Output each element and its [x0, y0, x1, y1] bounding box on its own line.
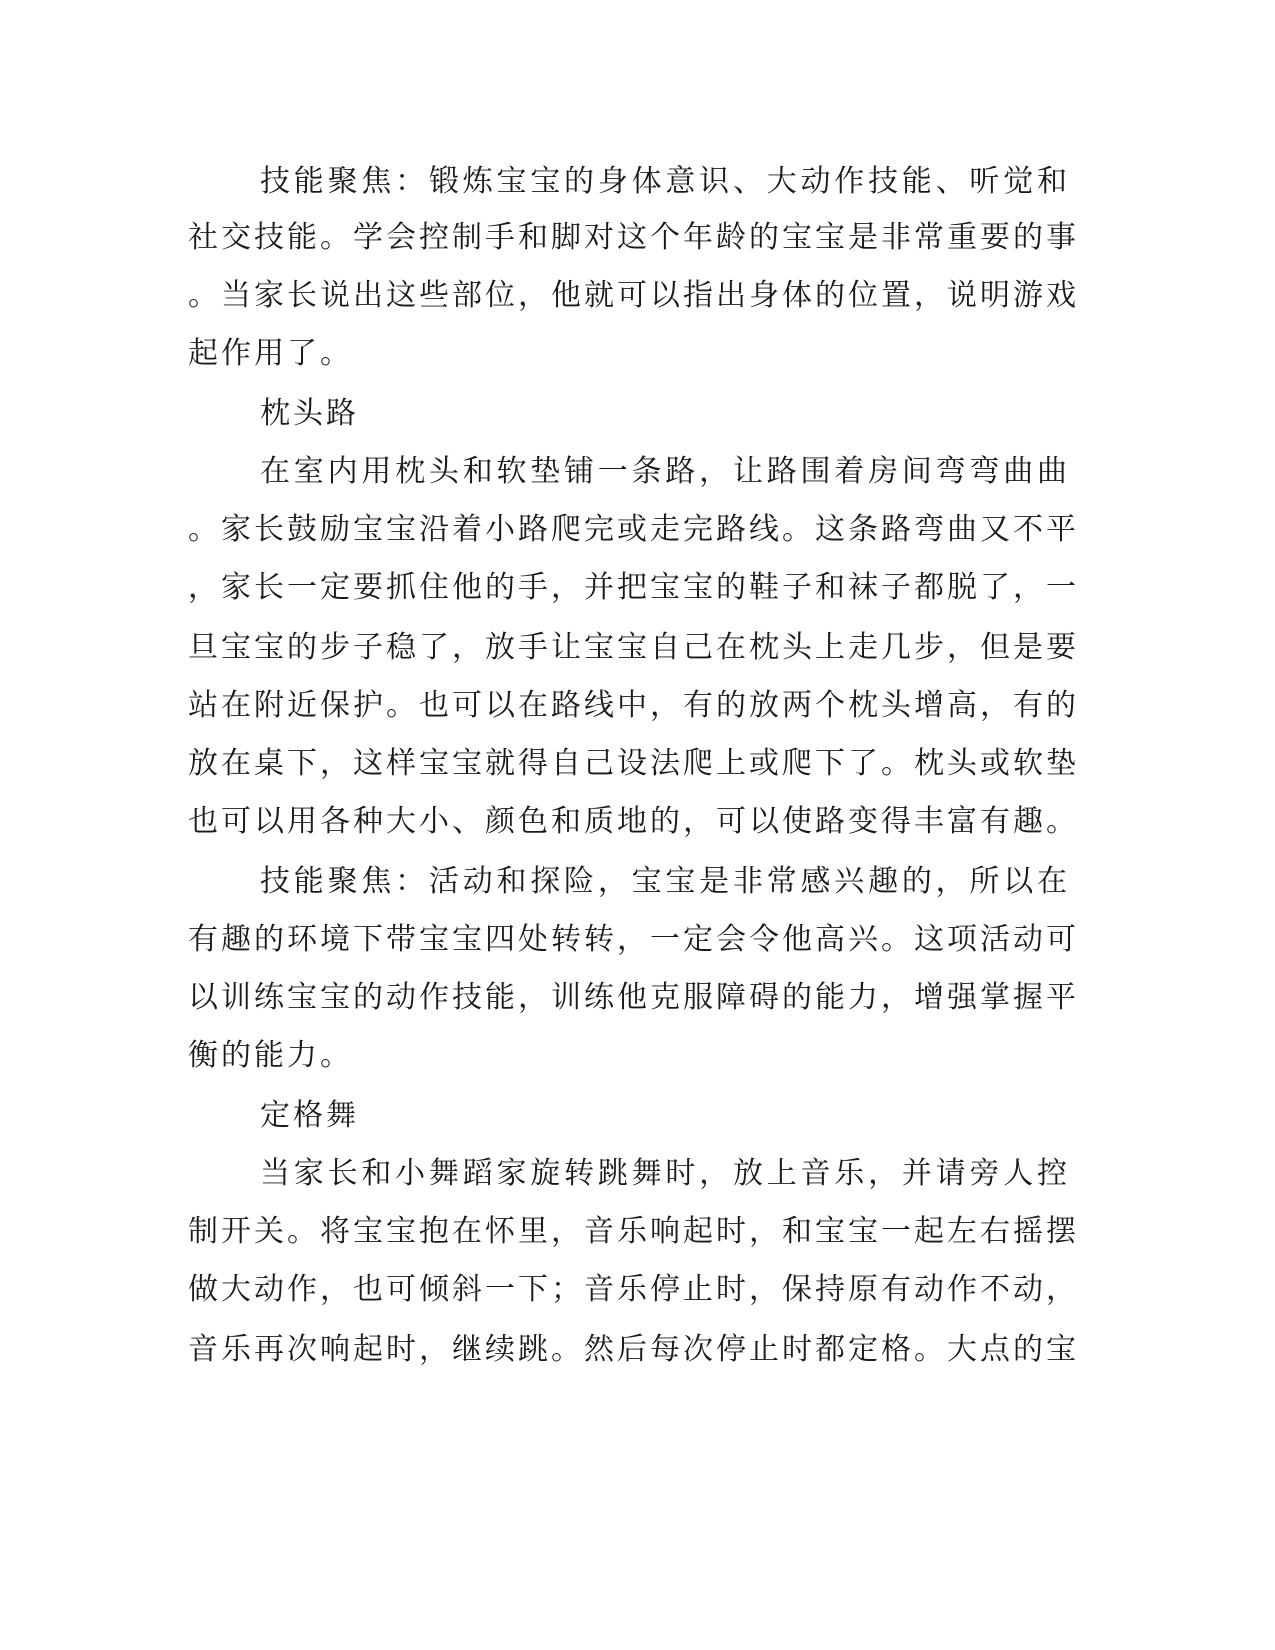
paragraph-line: 有趣的环境下带宝宝四处转转，一定会令他高兴。这项活动可: [188, 922, 1079, 957]
paragraph-line: 。当家长说出这些部位，他就可以指出身体的位置，说明游戏: [188, 278, 1079, 313]
section-heading: 定格舞: [260, 1098, 359, 1133]
paragraph-line: 做大动作，也可倾斜一下；音乐停止时，保持原有动作不动，: [188, 1272, 1079, 1307]
paragraph-line: 。家长鼓励宝宝沿着小路爬完或走完路线。这条路弯曲又不平: [188, 512, 1079, 547]
paragraph-line: 放在桌下，这样宝宝就得自己设法爬上或爬下了。枕头或软垫: [188, 746, 1079, 781]
paragraph-line: 也可以用各种大小、颜色和质地的，可以使路变得丰富有趣。: [188, 804, 1079, 839]
paragraph-line: 在室内用枕头和软垫铺一条路，让路围着房间弯弯曲曲: [260, 454, 1070, 489]
paragraph-line: 起作用了。: [188, 336, 353, 371]
paragraph-line: 当家长和小舞蹈家旋转跳舞时，放上音乐，并请旁人控: [260, 1156, 1070, 1191]
paragraph-line: 技能聚焦：锻炼宝宝的身体意识、大动作技能、听觉和: [260, 164, 1070, 199]
paragraph-line: 以训练宝宝的动作技能，训练他克服障碍的能力，增强掌握平: [188, 980, 1079, 1015]
section-heading: 枕头路: [260, 396, 359, 431]
paragraph-line: 技能聚焦：活动和探险，宝宝是非常感兴趣的，所以在: [260, 864, 1070, 899]
paragraph-line: 社交技能。学会控制手和脚对这个年龄的宝宝是非常重要的事: [188, 220, 1079, 255]
paragraph-line: 制开关。将宝宝抱在怀里，音乐响起时，和宝宝一起左右摇摆: [188, 1214, 1079, 1249]
paragraph-line: ，家长一定要抓住他的手，并把宝宝的鞋子和袜子都脱了，一: [188, 570, 1079, 605]
paragraph-line: 旦宝宝的步子稳了，放手让宝宝自己在枕头上走几步，但是要: [188, 630, 1079, 665]
paragraph-line: 站在附近保护。也可以在路线中，有的放两个枕头增高，有的: [188, 688, 1079, 723]
paragraph-line: 衡的能力。: [188, 1038, 353, 1073]
paragraph-line: 音乐再次响起时，继续跳。然后每次停止时都定格。大点的宝: [188, 1332, 1079, 1367]
